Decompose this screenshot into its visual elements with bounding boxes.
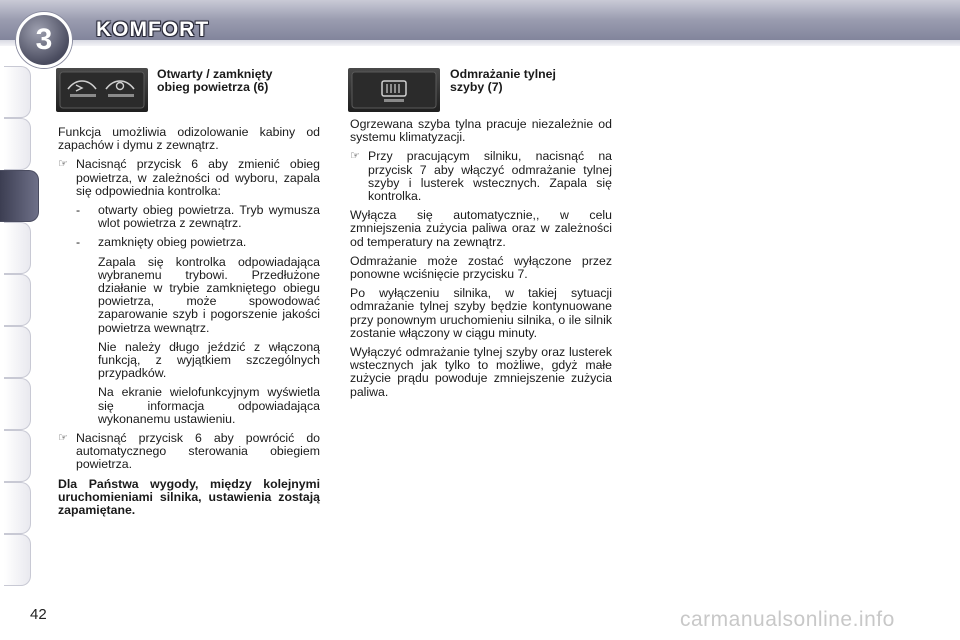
right-heading-line1: Odmrażanie tylnej xyxy=(450,67,556,81)
chapter-tab[interactable] xyxy=(4,430,31,482)
left-paragraph-1: Zapala się kontrolka odpowiadająca wybranemu trybowi. Przedłużone działanie w trybie zamkniętego obiegu powietrza, może spowodować zaparowanie szyb i pogorszenie jakości powietrza wewnątrz. xyxy=(98,254,320,335)
left-intro: Funkcja umożliwia odizolowanie kabiny od zapachów i dymu z zewnątrz. xyxy=(58,125,320,153)
recirculation-button-image xyxy=(56,68,148,112)
right-paragraph-1: Wyłącza się automatycznie,, w celu zmniejszenia zużycia paliwa oraz w zależności od temperatury na zewnątrz. xyxy=(350,208,612,249)
chapter-tab[interactable] xyxy=(4,482,31,534)
left-paragraph-2: Nie należy długo jeździć z włączoną funkcją, z wyjątkiem szczególnych przypadków. xyxy=(98,339,320,381)
right-paragraph-2: Odmrażanie może zostać wyłączone przez ponowne wciśnięcie przycisku 7. xyxy=(350,253,612,282)
chapter-title: KOMFORT xyxy=(96,18,210,41)
left-paragraph-3: Na ekranie wielofunkcyjnym wyświetla się informacja odpowiadająca wykonanemu ustawieniu. xyxy=(98,385,320,426)
rear-defrost-button-image xyxy=(348,68,440,112)
left-section-heading xyxy=(157,68,273,94)
rear-defrost-icon xyxy=(348,68,440,112)
right-bullet-1 xyxy=(350,150,612,203)
left-sub-item-2: - zamknięty obieg powietrza. xyxy=(76,235,247,250)
left-bullet-2 xyxy=(58,432,320,472)
chapter-tab-active[interactable] xyxy=(0,170,39,222)
watermark: carmanualsonline.info xyxy=(680,608,895,631)
recirculation-icon xyxy=(56,68,148,112)
right-bullet-1-text: Przy pracującym silniku, nacisnąć na przycisk 7 aby włączyć odmrażanie tylnej szyby i lusterek wstecznych. Zapala się kontrolka. xyxy=(368,149,612,204)
left-sub-item-1-text: otwarty obieg powietrza. Tryb wymusza wlot powietrza z zewnątrz. xyxy=(98,203,320,231)
pointing-hand-icon: ☞ xyxy=(350,150,360,163)
left-column xyxy=(58,126,320,523)
chapter-tab[interactable] xyxy=(4,378,31,430)
pointing-hand-icon: ☞ xyxy=(58,432,68,445)
left-bullet-2-text: Nacisnąć przycisk 6 aby powrócić do automatycznego sterowania obiegiem powietrza. xyxy=(76,431,320,472)
chapter-badge: 3 xyxy=(16,12,72,68)
right-intro: Ogrzewana szyba tylna pracuje niezależnie od systemu klimatyzacji. xyxy=(350,117,612,145)
chapter-tab[interactable] xyxy=(4,534,31,586)
right-column xyxy=(350,118,612,405)
right-section-heading xyxy=(450,68,556,94)
chapter-tabs xyxy=(0,66,34,578)
left-heading-line1: Otwarty / zamknięty xyxy=(157,67,273,81)
right-heading-line2: szyby (7) xyxy=(450,80,503,95)
left-bullet-1-text: Nacisnąć przycisk 6 aby zmienić obieg powietrza, w zależności od wyboru, zapala się odpowiednia kontrolka: xyxy=(76,157,320,198)
right-paragraph-3: Po wyłączeniu silnika, w takiej sytuacji odmrażanie tylnej szyby będzie kontynuowane przy ponownym uruchomieniu silnika, o ile silnik zostanie włączony w ciągu minuty. xyxy=(350,286,612,340)
left-bold-note: Dla Państwa wygody, między kolejnymi uruchomieniami silnika, ustawienia zostają zapamiętane. xyxy=(58,476,320,518)
left-sub-item-1: - otwarty obieg powietrza. Tryb wymusza wlot powietrza z zewnątrz. xyxy=(76,203,320,231)
chapter-tab[interactable] xyxy=(4,274,31,326)
left-bullet-1 xyxy=(58,158,320,198)
pointing-hand-icon: ☞ xyxy=(58,158,68,171)
chapter-tab[interactable] xyxy=(4,222,31,274)
chapter-tab[interactable] xyxy=(4,118,31,170)
left-heading-line2: obieg powietrza (6) xyxy=(157,80,269,95)
chapter-tab[interactable] xyxy=(4,326,31,378)
page-number: 42 xyxy=(30,606,47,623)
right-paragraph-4: Wyłączyć odmrażanie tylnej szyby oraz lusterek wstecznych jak tylko to możliwe, gdyż małe zużycie prądu powoduje zmniejszenie zużycia paliwa. xyxy=(350,345,612,399)
left-sub-item-2-text: zamknięty obieg powietrza. xyxy=(98,235,247,250)
chapter-tab[interactable] xyxy=(4,66,31,118)
